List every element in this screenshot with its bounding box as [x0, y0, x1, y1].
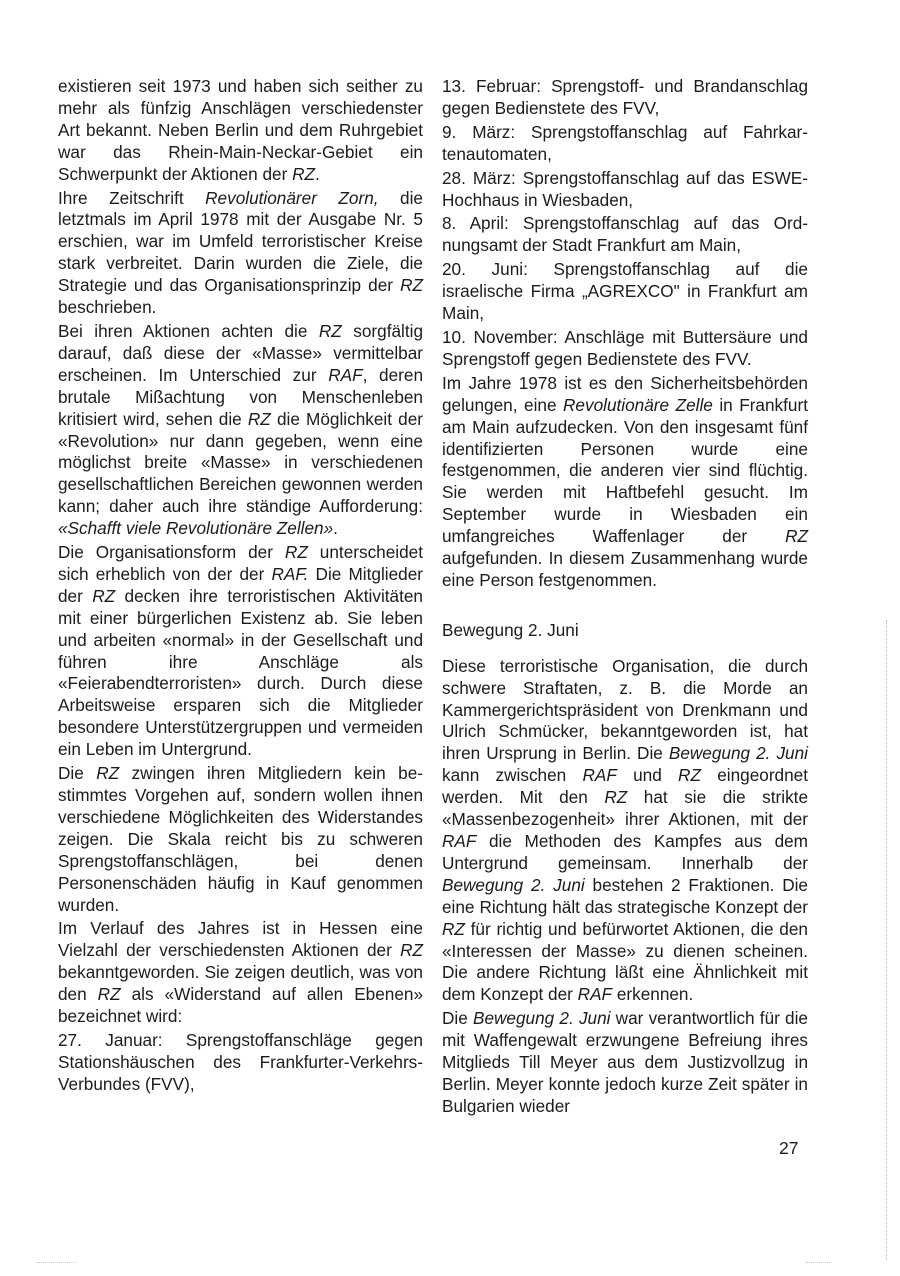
paragraph: Die RZ zwingen ihren Mitgliedern kein bestimmtes Vorgehen auf, sondern wollen ihnen verschiedene Möglichkeiten des Widerstandes zeigen. Die Skala reicht bis zu schweren Sprengstoffanschlägen, bei denen Personenschäden häufig in Kauf genommen wurden.: [58, 763, 423, 915]
left-column: [58, 76, 423, 1096]
paragraph: Die Bewegung 2. Juni war verantwortlich für die mit Waffengewalt erzwungene Befreiung ihres Mitglieds Till Meyer aus dem Justizvollzug in Berlin. Meyer konnte jedoch kurze Zeit später in Bulgarien wieder: [442, 1008, 808, 1116]
paragraph: 8. April: Sprengstoffanschlag auf das Ordnungsamt der Stadt Frankfurt am Main,: [442, 213, 808, 256]
scan-margin-line: [886, 620, 887, 1260]
paragraph: 20. Juni: Sprengstoffanschlag auf die israelische Firma „AGREXCO" in Frankfurt am Main,: [442, 259, 808, 324]
paragraph: 9. März: Sprengstoffanschlag auf Fahrkartenautomaten,: [442, 121, 808, 164]
paragraph: 27. Januar: Sprengstoffanschläge gegen Stationshäuschen des Frankfurter-Verkehrs-Verbundes (FVV),: [58, 1029, 423, 1094]
paragraph: Im Jahre 1978 ist es den Sicherheitsbehörden gelungen, eine Revolutionäre Zelle in Frankfurt am Main aufzudecken. Von den insgesamt fünf identifizierten Personen wurde eine festgenommen, die anderen vier sind flüchtig. Sie werden mit Haftbefehl gesucht. Im September wurde in Wiesbaden ein umfangreiches Waffenlager der RZ aufgefunden. In diesem Zusammenhang wurde eine Person festgenommen.: [442, 372, 808, 590]
paragraph: Im Verlauf des Jahres ist in Hessen eine Vielzahl der verschiedensten Aktionen der RZ bekanntgeworden. Sie zeigen deutlich, was von den RZ als «Widerstand auf allen Ebenen» bezeichnet wird:: [58, 918, 424, 1027]
paragraph: Bei ihren Aktionen achten die RZ sorgfältig darauf, daß diese der «Masse» vermittelbar erscheinen. Im Unterschied zur RAF, deren brutale Mißachtung von Menschenleben kritisiert wird, sehen die RZ die Möglichkeit der «Revolution» nur dann gegeben, wenn eine möglichst breite «Masse» in verschiedenen gesellschaftlichen Bereichen gewonnen werden kann; daher auch ihre ständige Aufforderung: «Schafft viele Revolutionäre Zellen».: [58, 320, 424, 539]
paragraph: 28. März: Sprengstoffanschlag auf das ESWE-Hochhaus in Wiesbaden,: [442, 167, 808, 210]
paragraph: 10. November: Anschläge mit Buttersäure und Sprengstoff gegen Bedienstete des FVV.: [442, 326, 808, 369]
paragraph: existieren seit 1973 und haben sich seither zu mehr als fünfzig Anschlägen verschiedenster Art bekannt. Neben Berlin und dem Ruhrgebiet war das Rhein-Main-Neckar-Gebiet ein Schwerpunkt der Aktionen der RZ.: [58, 76, 423, 184]
right-column: [442, 76, 808, 1118]
section-heading: Bewegung 2. Juni: [442, 619, 579, 640]
scan-mark: [36, 1262, 76, 1263]
page-number: 27: [779, 1138, 799, 1158]
paragraph: 13. Februar: Sprengstoff- und Brandanschlag gegen Bedienstete des FVV,: [442, 76, 808, 118]
scan-mark: [806, 1262, 832, 1263]
paragraph: Diese terroristische Organisation, die durch schwere Straftaten, z. B. die Morde an Kammergerichtspräsident von Drenkmann und Ulrich Schmücker, bekanntgeworden ist, hat ihren Ursprung in Berlin. Die Bewegung 2. Juni kann zwischen RAF und RZ eingeordnet werden. Mit den RZ hat sie die strikte «Massenbezogenheit» ihrer Aktionen, mit der RAF die Methoden des Kampfes aus dem Untergrund gemeinsam. Innerhalb der Bewegung 2. Juni bestehen 2 Fraktionen. Die eine Richtung hält das strategische Konzept der RZ für richtig und befürwortet Aktionen, die den «Interessen der Masse» zu dienen scheinen. Die andere Richtung läßt eine Ähnlichkeit mit dem Konzept der RAF erkennen.: [442, 655, 808, 1005]
paragraph: Ihre Zeitschrift Revolutionärer Zorn, die letztmals im April 1978 mit der Ausgabe Nr. 5 erschien, war im Umfeld terroristischer Kreise stark verbreitet. Darin wurden die Ziele, die Strategie und das Organisationsprinzip der RZ beschrieben.: [58, 187, 423, 318]
paragraph: Die Organisationsform der RZ unterscheidet sich erheblich von der der RAF. Die Mitglieder der RZ decken ihre terroristischen Aktivitäten mit einer bürgerlichen Existenz ab. Sie leben und arbeiten «normal» in der Gesellschaft und führen ihre Anschläge als «Feierabendterroristen» durch. Durch diese Arbeitsweise ersparen sich die Mitglieder besondere Unterstützergruppen und vermeiden ein Leben im Untergrund.: [58, 542, 423, 760]
